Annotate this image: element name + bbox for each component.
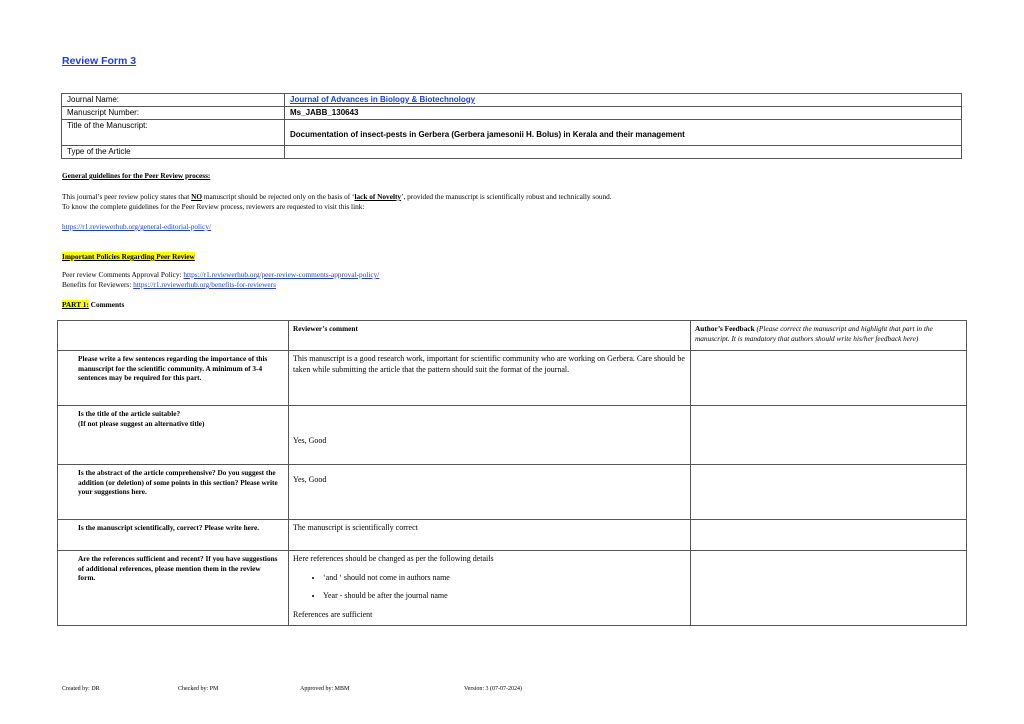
form-title: Review Form 3 bbox=[62, 55, 137, 67]
table-row bbox=[58, 465, 967, 520]
manuscript-number-label: Manuscript Number: bbox=[62, 107, 285, 120]
footer-checked: Checked by: PM bbox=[178, 686, 219, 692]
answer-abstract: Yes, Good bbox=[289, 465, 691, 520]
journal-info-table bbox=[61, 93, 962, 159]
part1-heading bbox=[62, 300, 124, 310]
answer-title-suitable: Yes, Good bbox=[289, 406, 691, 465]
author-feedback-importance[interactable] bbox=[691, 351, 967, 406]
references-outro: References are sufficient bbox=[293, 609, 373, 619]
author-feedback-abstract[interactable] bbox=[691, 465, 967, 520]
comments-table bbox=[57, 320, 967, 626]
question-importance: Please write a few sentences regarding the importance of this manuscript for the scientific community. A minimum of 3-4 sentences may be required for this part. bbox=[58, 351, 289, 406]
author-feedback-references[interactable] bbox=[691, 551, 967, 626]
table-row bbox=[58, 520, 967, 551]
benefits-label: Benefits for Reviewers: bbox=[62, 280, 132, 289]
references-bullet-list bbox=[293, 573, 686, 602]
journal-name-link[interactable]: Journal of Advances in Biology & Biotechnology bbox=[290, 95, 476, 104]
policies-list bbox=[62, 270, 379, 290]
no-emphasis: NO bbox=[191, 192, 203, 201]
manuscript-title-value: Documentation of insect-pests in Gerbera (Gerbera jamesonii H. Bolus) in Kerala and their management bbox=[285, 120, 962, 146]
approval-policy-link[interactable]: https://r1.reviewerhub.org/peer-review-comments-approval-policy/ bbox=[183, 270, 380, 279]
article-type-value bbox=[285, 146, 962, 159]
benefits-link[interactable]: https://r1.reviewerhub.org/benefits-for-reviewers bbox=[133, 280, 276, 289]
article-type-label: Type of the Article bbox=[62, 146, 285, 159]
manuscript-number-value: Ms_JABB_130643 bbox=[285, 107, 962, 120]
footer-approved: Approved by: MBM bbox=[300, 686, 350, 692]
general-editorial-policy-link[interactable]: https://r1.reviewerhub.org/general-editorial-policy/ bbox=[62, 222, 211, 231]
author-feedback-scientific[interactable] bbox=[691, 520, 967, 551]
question-references: Are the references sufficient and recent? If you have suggestions of additional references, please mention them in the review form. bbox=[58, 551, 289, 626]
part1-label: PART 1: bbox=[62, 300, 89, 309]
approval-policy-label: Peer review Comments Approval Policy: bbox=[62, 270, 182, 279]
question-scientific: Is the manuscript scientifically, correct? Please write here. bbox=[58, 520, 289, 551]
answer-importance: This manuscript is a good research work, important for scientific community who are working on Gerbera. Care should be taken while submitting the article that the pattern should suit the format of the journal. bbox=[289, 351, 691, 406]
guidelines-heading: General guidelines for the Peer Review process: bbox=[62, 171, 211, 180]
policies-heading: Important Policies Regarding Peer Review bbox=[62, 252, 195, 261]
header-author-feedback: Author’s Feedback (Please correct the manuscript and highlight that part in the manuscript. It is mandatory that authors should write his/her feedback here) bbox=[691, 321, 967, 351]
answer-scientific: The manuscript is scientifically correct bbox=[289, 520, 691, 551]
answer-references bbox=[289, 551, 691, 626]
table-row bbox=[58, 551, 967, 626]
footer-created: Created by: DR bbox=[62, 686, 100, 692]
list-item: • Year - should be after the journal name bbox=[323, 591, 686, 602]
references-intro: Here references should be changed as per the following details bbox=[293, 554, 494, 563]
table-row bbox=[58, 351, 967, 406]
list-item: • ‘and ‘ should not come in authors name bbox=[323, 573, 686, 584]
manuscript-title-label: Title of the Manuscript: bbox=[62, 120, 285, 146]
header-empty-cell bbox=[58, 321, 289, 351]
author-feedback-title[interactable] bbox=[691, 406, 967, 465]
guidelines-text: This journal’s peer review policy states that NO manuscript should be rejected only on the basis of ‘lack of Novelty’, provided the manuscript is scientifically robust and technically sound. To know the complete guidelines for the Peer Review process, reviewers are requested to visit this link: bbox=[62, 192, 612, 211]
novelty-emphasis: lack of Novelty bbox=[354, 192, 402, 201]
part1-title: Comments bbox=[90, 300, 125, 309]
footer-version: Version: 3 (07-07-2024) bbox=[464, 686, 522, 692]
footer bbox=[62, 686, 622, 696]
table-row bbox=[58, 406, 967, 465]
journal-name-cell bbox=[285, 94, 962, 107]
question-abstract: Is the abstract of the article comprehensive? Do you suggest the addition (or deletion) of some points in this section? Please write your suggestions here. bbox=[58, 465, 289, 520]
journal-name-label: Journal Name: bbox=[62, 94, 285, 107]
question-title-suitable: Is the title of the article suitable? (If not please suggest an alternative title) bbox=[58, 406, 289, 465]
header-reviewer-comment: Reviewer’s comment bbox=[289, 321, 691, 351]
table-header-row bbox=[58, 321, 967, 351]
